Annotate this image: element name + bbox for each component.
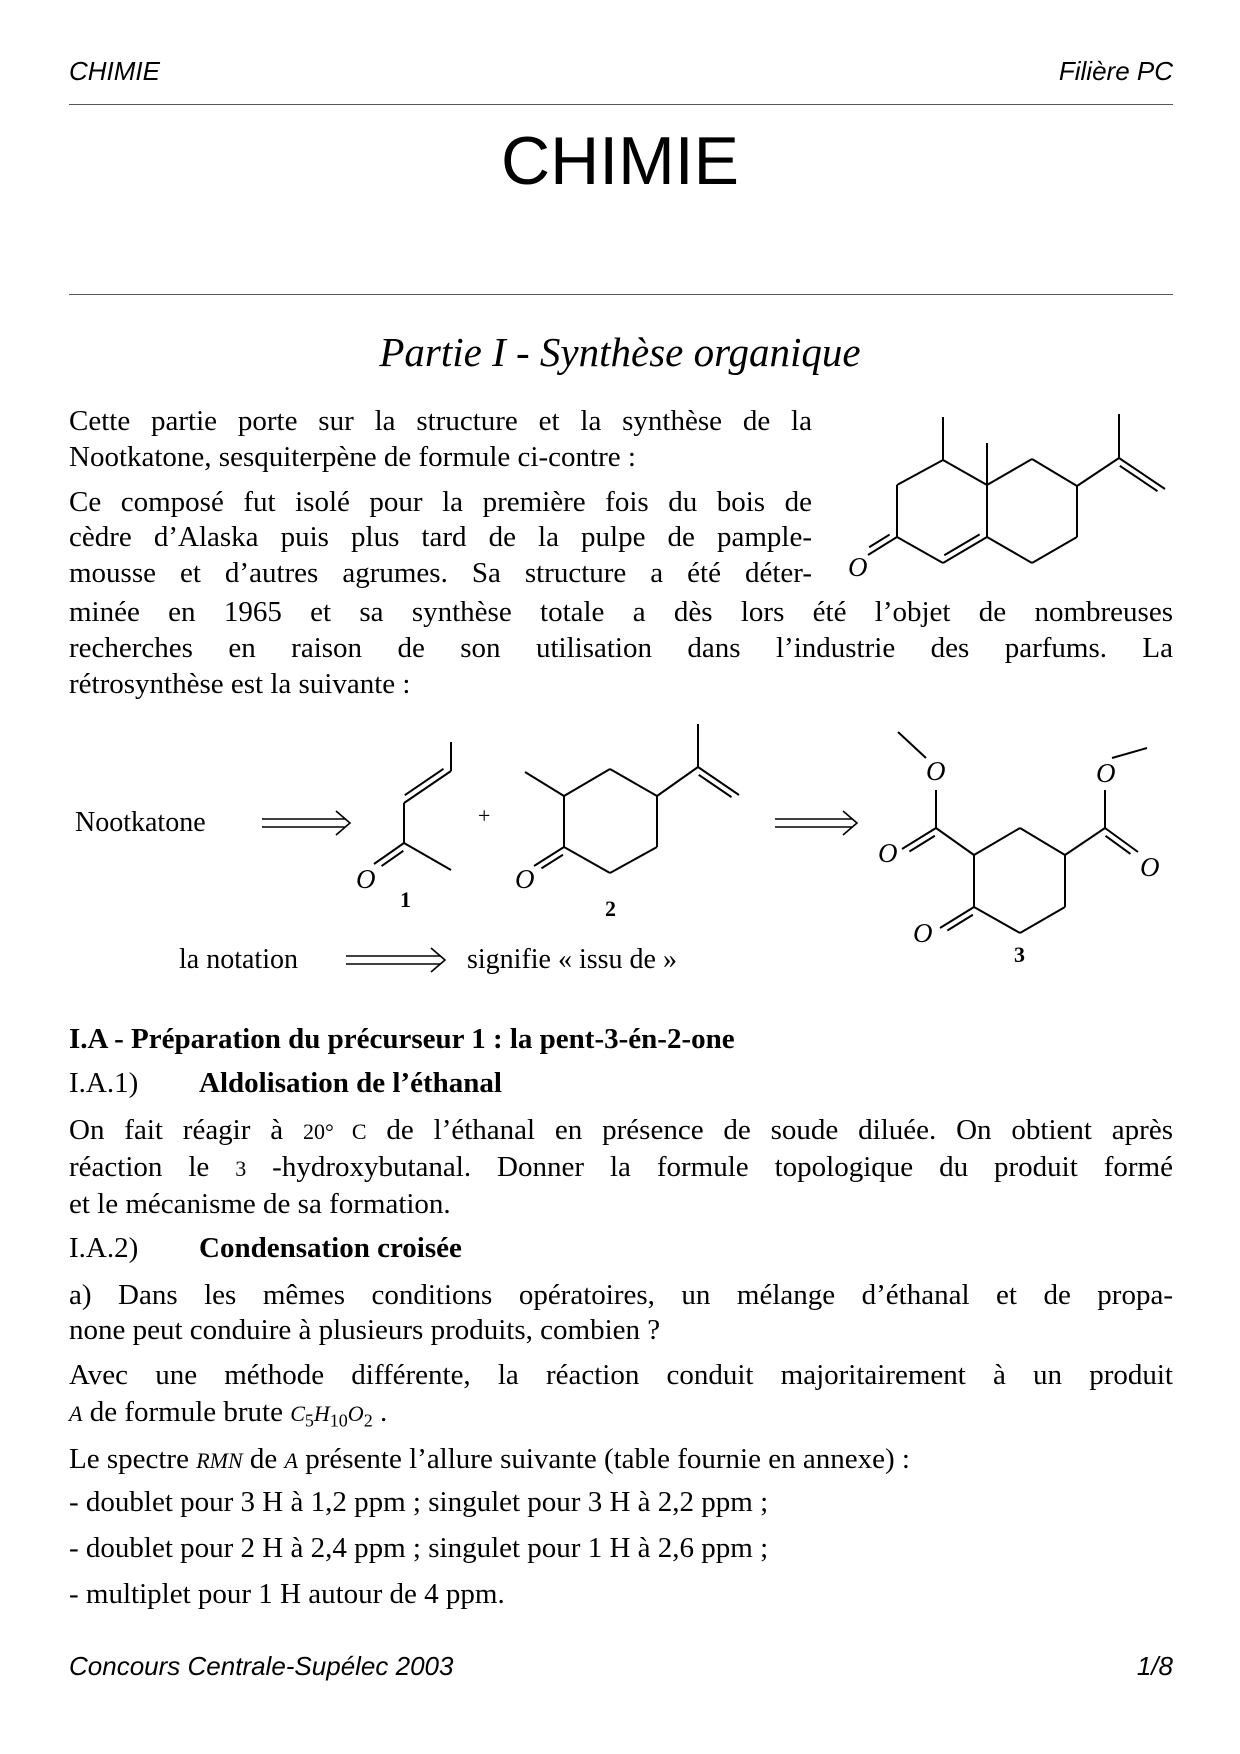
f: H (313, 1401, 330, 1426)
footer-contest: Concours Centrale-Supélec 2003 (69, 1651, 454, 1681)
page-title: CHIMIE (501, 123, 739, 199)
bond (987, 459, 1032, 485)
text: . (372, 1396, 388, 1428)
compound-1-label: 1 (400, 887, 411, 912)
part-title: Partie I - Synthèse organique (379, 329, 861, 375)
intro-line: minée en 1965 et sa synthèse totale a dès lors été l’objet de nombreuses (69, 596, 1173, 628)
compound-3-oxygen: O (926, 756, 946, 786)
question-number: I.A.1) (69, 1067, 139, 1099)
body-line (69, 1395, 387, 1437)
bond (1020, 907, 1065, 933)
text: de l’éthanal en présence de soude diluée. On obtient après (366, 1114, 1173, 1146)
compound-2-oxygen: O (515, 864, 535, 894)
compound-3-oxygen: O (1140, 852, 1160, 882)
intro-line: mousse et d’autres agrumes. Sa structure a été déter- (69, 557, 812, 589)
body-line: a) Dans les mêmes conditions opératoires, un mélange d’éthanal et de propa- (69, 1279, 1173, 1311)
text: -hydroxybutanal. Donner la formule topologique du produit formé (246, 1151, 1173, 1183)
footer-page-number: 1/8 (1136, 1651, 1173, 1681)
text: On fait réagir à (69, 1114, 303, 1146)
bond (943, 537, 987, 563)
bond (869, 535, 890, 548)
scheme-nootkatone-label: Nootkatone (75, 807, 206, 838)
bond (405, 769, 444, 795)
intro-line: Ce composé fut isolé pour la première fois du bois de (69, 486, 812, 518)
question-title: Aldolisation de l’éthanal (199, 1067, 502, 1099)
compound-2-label: 2 (605, 896, 616, 921)
bond (564, 847, 610, 873)
f: 5 (304, 1410, 314, 1431)
f: C (290, 1401, 305, 1426)
compound-3-oxygen: O (878, 838, 898, 868)
compound-1-oxygen: O (356, 864, 376, 894)
bond (1120, 466, 1158, 491)
bond (404, 843, 451, 870)
bond (1032, 459, 1077, 486)
bond (610, 769, 657, 796)
header-track: Filière PC (1058, 56, 1173, 86)
bond (1020, 828, 1065, 855)
body-line (69, 1150, 1173, 1186)
bond (909, 836, 934, 852)
bond (610, 847, 657, 873)
body-line (69, 1113, 1173, 1149)
bond (936, 828, 974, 855)
bond (1112, 748, 1147, 758)
text: présente l’allure suivante (table fournie en annexe) : (297, 1443, 910, 1475)
intro-line: Nootkatone, sesquiterpène de formule ci-contre : (69, 441, 636, 473)
intro-line: Cette partie porte sur la structure et la synthèse de la (69, 405, 812, 437)
bond (1077, 458, 1119, 486)
body-line: none peut conduire à plusieurs produits, combien ? (69, 1314, 661, 1346)
bond (974, 907, 1020, 933)
bond (947, 915, 972, 931)
body-line: et le mécanisme de sa formation. (69, 1188, 451, 1220)
legend-text-after: signifie « issu de » (467, 944, 677, 975)
bond (943, 460, 987, 485)
intro-line: recherches en raison de son utilisation dans l’industrie des parfums. La (69, 632, 1173, 664)
nootkatone-oxygen-label: O (848, 552, 868, 582)
bond (974, 828, 1020, 855)
f: 2 (363, 1410, 373, 1431)
compound-3-label: 3 (1014, 942, 1025, 967)
intro-line: cèdre d’Alaska puis plus tard de la pulpe de pample- (69, 521, 812, 553)
header-subject: CHIMIE (69, 56, 160, 86)
retro-arrow-icon (775, 811, 857, 835)
retro-arrow-icon (262, 811, 350, 835)
question-title: Condensation croisée (199, 1232, 462, 1264)
bond (541, 855, 563, 869)
text: Le spectre (69, 1443, 197, 1475)
bond (1065, 828, 1105, 855)
nmr-line: - multiplet pour 1 H autour de 4 ppm. (69, 1578, 505, 1610)
legend-text-before: la notation (179, 944, 298, 975)
nmr-line: - doublet pour 2 H à 2,4 ppm ; singulet pour 1 H à 2,6 ppm ; (69, 1532, 769, 1564)
bond (987, 537, 1032, 563)
math-number: 3 (235, 1156, 247, 1181)
body-line: Avec une méthode différente, la réaction conduit majoritairement à un produit (69, 1359, 1173, 1391)
bond (698, 767, 739, 795)
question-number: I.A.2) (69, 1232, 139, 1264)
text: de (242, 1443, 285, 1475)
scheme-plus-sign: + (478, 803, 491, 828)
f: O (347, 1401, 364, 1426)
bond (657, 767, 698, 796)
bond (897, 537, 943, 563)
text: réaction le (69, 1151, 236, 1183)
intro-line: rétrosynthèse est la suivante : (69, 668, 411, 700)
text: de formule brute (82, 1396, 291, 1428)
bond (897, 460, 943, 485)
bond (564, 769, 610, 796)
math-rmn: RMN (196, 1448, 243, 1473)
bond (404, 771, 451, 803)
section-heading: I.A - Préparation du précurseur 1 : la pent-3-én-2-one (69, 1023, 735, 1055)
math-temperature: 20° C (302, 1119, 367, 1144)
f: 10 (329, 1410, 348, 1431)
nmr-line: - doublet pour 3 H à 1,2 ppm ; singulet pour 3 H à 2,2 ppm ; (69, 1486, 769, 1518)
math-A: A (69, 1401, 83, 1426)
bond (898, 732, 926, 758)
retro-arrow-icon (346, 948, 445, 972)
bond (525, 772, 564, 796)
bond (382, 851, 404, 866)
compound-3-oxygen: O (1096, 758, 1116, 788)
math-formula (290, 1401, 373, 1431)
body-line (69, 1442, 910, 1478)
bond (1032, 537, 1077, 563)
bond (1119, 458, 1165, 489)
math-A: A (284, 1448, 298, 1473)
compound-3-oxygen: O (913, 918, 933, 948)
